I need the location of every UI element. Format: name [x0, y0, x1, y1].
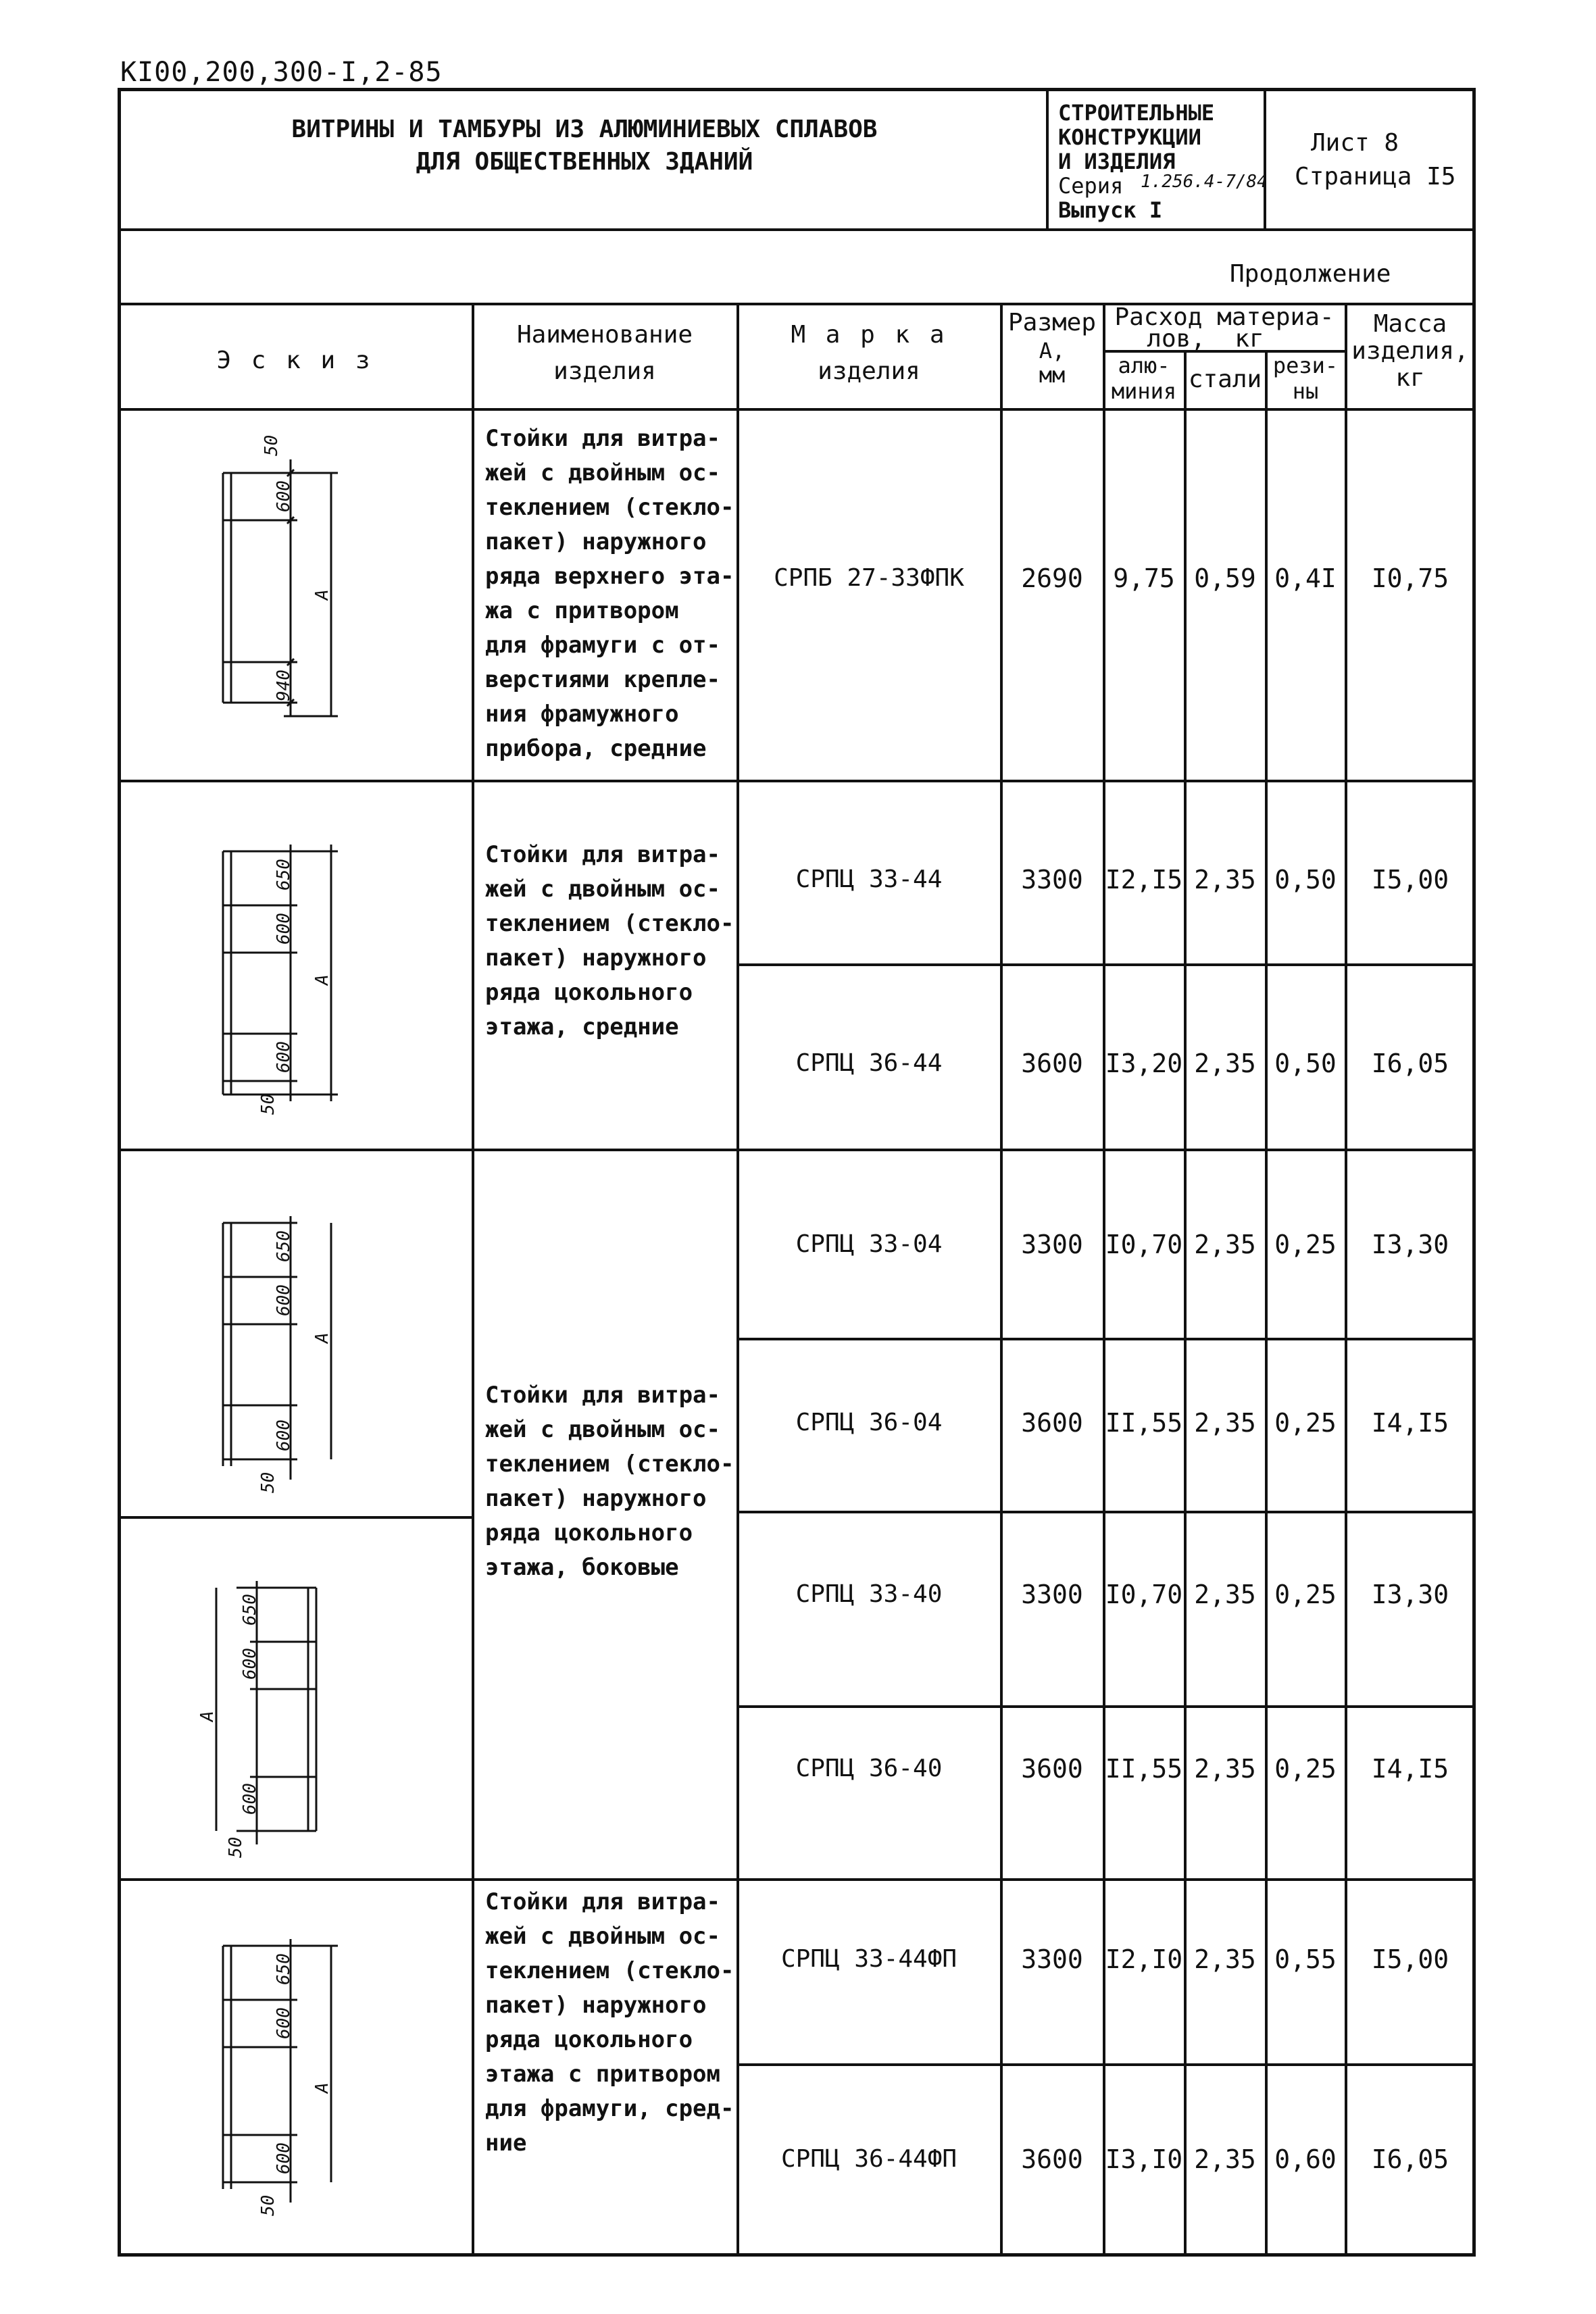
series-line-1: СТРОИТЕЛЬНЫЕ [1058, 100, 1215, 126]
cell-size: 3600 [1021, 2144, 1083, 2174]
page-number: Страница I5 [1295, 163, 1456, 191]
series-line-3: И ИЗДЕЛИЯ [1058, 149, 1176, 174]
cell-steel: 2,35 [1194, 1049, 1256, 1078]
dim-50: 50 [226, 1836, 246, 1858]
header-rubber-2: ны [1292, 378, 1319, 404]
cell-size: 3300 [1021, 865, 1083, 895]
dim-600: 600 [274, 480, 294, 512]
cell-rubber: 0,55 [1274, 1944, 1337, 1974]
cell-aluminium: II,55 [1105, 1754, 1183, 1784]
header-mark-1: М а р к а [791, 321, 947, 349]
dim-50: 50 [261, 434, 282, 456]
cell-rubber: 0,50 [1274, 865, 1337, 895]
header-name-1: Наименование [516, 321, 693, 349]
header-size-3: мм [1039, 362, 1066, 388]
product-name-2: Стойки для витра- жей с двойным ос- теклением (стекло- пакет) наружного ряда цокольного этажа, средние [485, 841, 734, 1040]
dim-a: А [312, 1332, 332, 1343]
cell-aluminium: I3,I0 [1105, 2144, 1183, 2174]
dim-650: 650 [274, 859, 294, 890]
sheet-frame [118, 88, 1476, 2257]
cell-mass: I4,I5 [1371, 1408, 1449, 1438]
header-consumption-2: лов, кг [1147, 325, 1264, 353]
header-size-1: Размер [1007, 309, 1097, 336]
cell-mass: I3,30 [1371, 1580, 1449, 1609]
cell-steel: 2,35 [1194, 1230, 1256, 1259]
dim-50: 50 [258, 1472, 278, 1493]
cell-steel: 2,35 [1194, 1408, 1256, 1438]
cell-mass: I3,30 [1371, 1230, 1449, 1259]
cell-mark: СРПЦ 33-40 [795, 1580, 943, 1608]
cell-steel: 0,59 [1194, 563, 1256, 593]
cell-size: 3600 [1021, 1049, 1083, 1078]
dim-600: 600 [274, 1419, 294, 1451]
cell-rubber: 0,50 [1274, 1049, 1337, 1078]
cell-aluminium: II,55 [1105, 1408, 1183, 1438]
cell-mark: СРПЦ 36-44ФП [780, 2145, 957, 2173]
dim-50: 50 [258, 2194, 278, 2216]
product-name-3: Стойки для витра- жей с двойным ос- теклением (стекло- пакет) наружного ряда цокольного этажа, боковые [485, 1382, 734, 1581]
document-code: КI00,200,300-I,2-85 [120, 57, 443, 88]
cell-size: 2690 [1021, 563, 1083, 593]
cell-mass: I4,I5 [1371, 1754, 1449, 1784]
dim-600: 600 [240, 1783, 260, 1815]
header-mark-2: изделия [818, 357, 920, 385]
cell-mass: I5,00 [1371, 865, 1449, 895]
dim-600: 600 [240, 1648, 260, 1680]
header-rubber-1: рези- [1272, 353, 1339, 378]
cell-rubber: 0,25 [1274, 1230, 1337, 1259]
title-line-1: ВИТРИНЫ И ТАМБУРЫ ИЗ АЛЮМИНИЕВЫХ СПЛАВОВ [291, 116, 878, 143]
cell-mass: I0,75 [1371, 563, 1449, 593]
sketch-srpc-04 [203, 1209, 365, 1507]
cell-mark: СРПБ 27-33ФПК [774, 564, 964, 592]
cell-steel: 2,35 [1194, 1580, 1256, 1609]
cell-mark: СРПЦ 33-44ФП [780, 1945, 957, 1973]
dim-650: 650 [274, 1953, 294, 1985]
cell-rubber: 0,60 [1274, 2144, 1337, 2174]
cell-aluminium: I0,70 [1105, 1580, 1183, 1609]
cell-size: 3300 [1021, 1580, 1083, 1609]
cell-size: 3300 [1021, 1944, 1083, 1974]
cell-steel: 2,35 [1194, 1754, 1256, 1784]
header-steel: стали [1188, 366, 1262, 393]
sketch-srpc-40 [176, 1574, 351, 1858]
sketch-srpc-44 [203, 838, 365, 1122]
cell-size: 3300 [1021, 1230, 1083, 1259]
sheet-number: Лист 8 [1311, 129, 1399, 157]
title-line-2: ДЛЯ ОБЩЕСТВЕННЫХ ЗДАНИЙ [416, 148, 753, 176]
dim-600: 600 [274, 1041, 294, 1073]
dim-650: 650 [240, 1594, 260, 1626]
cell-aluminium: I2,I5 [1105, 865, 1183, 895]
dim-a: А [312, 974, 332, 985]
cell-mark: СРПЦ 36-44 [795, 1049, 943, 1077]
header-name-2: изделия [553, 357, 656, 385]
dim-600: 600 [274, 1284, 294, 1316]
cell-steel: 2,35 [1194, 2144, 1256, 2174]
dim-600: 600 [274, 2007, 294, 2039]
series-line-2: КОНСТРУКЦИИ [1058, 124, 1201, 150]
issue-label: Выпуск I [1058, 197, 1163, 223]
dim-50: 50 [258, 1093, 278, 1115]
continuation-label: Продолжение [1230, 260, 1391, 288]
header-aluminium-2: миния [1111, 378, 1177, 404]
dim-600: 600 [274, 913, 294, 945]
cell-rubber: 0,25 [1274, 1754, 1337, 1784]
cell-aluminium: I0,70 [1105, 1230, 1183, 1259]
header-consumption-1: Расход материа- [1114, 303, 1335, 331]
cell-mass: I6,05 [1371, 1049, 1449, 1078]
sketch-srpb-27 [203, 432, 365, 743]
cell-mark: СРПЦ 33-44 [795, 865, 943, 893]
product-name-4: Стойки для витра- жей с двойным ос- теклением (стекло- пакет) наружного ряда цокольного этажа с притвором для фрамуги, сред- ние [485, 1888, 734, 2157]
dim-600: 600 [274, 2142, 294, 2174]
dim-a: А [197, 1711, 218, 1721]
sketch-srpc-44fp [203, 1932, 365, 2230]
cell-mark: СРПЦ 36-40 [795, 1755, 943, 1782]
header-sketch: Э с к и з [216, 347, 373, 374]
cell-steel: 2,35 [1194, 1944, 1256, 1974]
cell-size: 3600 [1021, 1754, 1083, 1784]
header-size-2: А, [1039, 338, 1066, 363]
dim-650: 650 [274, 1230, 294, 1262]
cell-aluminium: I2,I0 [1105, 1944, 1183, 1974]
header-aluminium-1: алю- [1118, 353, 1170, 378]
series-label: Серия [1058, 173, 1124, 199]
header-mass-1: Масса [1373, 310, 1447, 338]
cell-aluminium: 9,75 [1113, 563, 1175, 593]
dim-a: А [312, 589, 332, 600]
cell-mass: I6,05 [1371, 2144, 1449, 2174]
cell-rubber: 0,25 [1274, 1580, 1337, 1609]
header-mass-3: кг [1395, 364, 1425, 392]
cell-aluminium: I3,20 [1105, 1049, 1183, 1078]
cell-size: 3600 [1021, 1408, 1083, 1438]
series-value: 1.256.4-7/84 [1141, 172, 1268, 192]
header-mass-2: изделия, [1351, 337, 1469, 365]
cell-rubber: 0,4I [1274, 563, 1337, 593]
dim-a: А [312, 2082, 332, 2093]
dim-940: 940 [274, 670, 294, 701]
cell-rubber: 0,25 [1274, 1408, 1337, 1438]
product-name-1: Стойки для витра- жей с двойным ос- теклением (стекло- пакет) наружного ряда верхнего эта- жа с притвором для фрамуги с от- верстиями крепле- ния фрамужного прибора, средние [485, 425, 734, 762]
cell-steel: 2,35 [1194, 865, 1256, 895]
cell-mark: СРПЦ 36-04 [795, 1409, 943, 1436]
cell-mass: I5,00 [1371, 1944, 1449, 1974]
cell-mark: СРПЦ 33-04 [795, 1230, 943, 1258]
